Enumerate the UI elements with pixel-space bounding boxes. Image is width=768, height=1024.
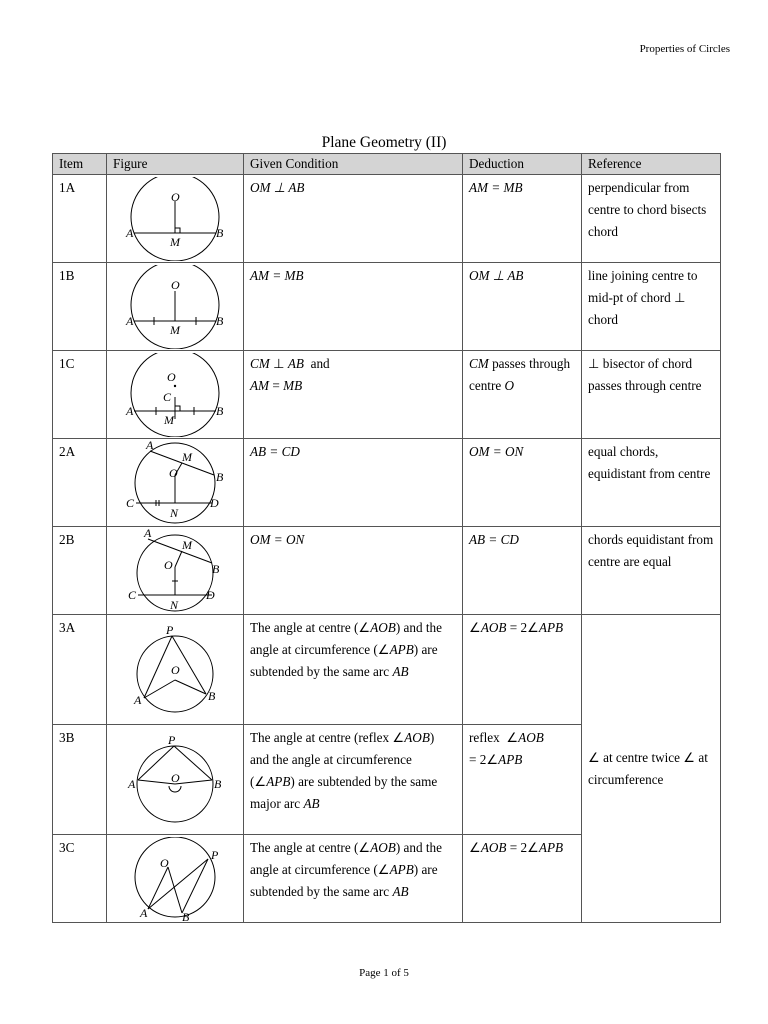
geometry-table bbox=[52, 153, 721, 923]
label-o: O bbox=[171, 189, 180, 204]
label-o: O bbox=[164, 557, 173, 572]
reference-cell: line joining centre to mid-pt of chord ⊥ chord bbox=[582, 263, 721, 351]
label-a: A bbox=[140, 905, 148, 920]
deduction-cell: CM passes through centre O bbox=[463, 351, 582, 439]
page-footer: Page 1 of 5 bbox=[359, 967, 409, 979]
table-row bbox=[53, 615, 721, 725]
reference-cell: ∠ at centre twice ∠ at circumference bbox=[582, 615, 721, 923]
item-cell: 2A bbox=[53, 439, 107, 527]
label-m: M bbox=[164, 412, 174, 427]
given-cell: OM = ON bbox=[244, 527, 463, 615]
label-b: B bbox=[182, 909, 190, 921]
item-cell: 3A bbox=[53, 615, 107, 725]
label-m: M bbox=[170, 322, 180, 337]
given-cell: The angle at centre (reflex ∠AOB) and the angle at circumference (∠APB) are subtended by the same major arc AB bbox=[244, 725, 463, 835]
label-a: A bbox=[126, 403, 134, 418]
running-header: Properties of Circles bbox=[639, 43, 730, 55]
label-p: P bbox=[166, 622, 174, 637]
label-a: A bbox=[126, 313, 134, 328]
label-b: B bbox=[216, 403, 224, 418]
label-a: A bbox=[126, 225, 134, 240]
label-p: P bbox=[211, 847, 219, 862]
column-header: Item bbox=[53, 154, 107, 175]
given-cell: The angle at centre (∠AOB) and the angle at circumference (∠APB) are subtended by the same arc AB bbox=[244, 835, 463, 923]
figure-cell bbox=[107, 615, 244, 725]
label-b: B bbox=[216, 469, 224, 484]
figure-cell bbox=[107, 439, 244, 527]
figure-cell bbox=[107, 835, 244, 923]
figure-cell bbox=[107, 725, 244, 835]
item-cell: 1B bbox=[53, 263, 107, 351]
label-o: O bbox=[171, 770, 180, 785]
table-header-row bbox=[53, 154, 721, 175]
given-cell: CM ⊥ AB and AM = MB bbox=[244, 351, 463, 439]
item-cell: 3C bbox=[53, 835, 107, 923]
deduction-cell: reflex ∠AOB = 2∠APB bbox=[463, 725, 582, 835]
figure-3b bbox=[120, 732, 230, 828]
reference-cell: chords equidistant from centre are equal bbox=[582, 527, 721, 615]
column-header: Deduction bbox=[463, 154, 582, 175]
given-cell: OM ⊥ AB bbox=[244, 175, 463, 263]
label-o: O bbox=[171, 662, 180, 677]
given-cell: AB = CD bbox=[244, 439, 463, 527]
label-o: O bbox=[160, 855, 169, 870]
table-row bbox=[53, 527, 721, 615]
deduction-cell: OM ⊥ AB bbox=[463, 263, 582, 351]
label-a: A bbox=[134, 692, 142, 707]
figure-3c bbox=[120, 837, 230, 921]
label-o: O bbox=[169, 465, 178, 480]
reference-cell: perpendicular from centre to chord bisects chord bbox=[582, 175, 721, 263]
deduction-cell: ∠AOB = 2∠APB bbox=[463, 615, 582, 725]
given-cell: AM = MB bbox=[244, 263, 463, 351]
item-cell: 1C bbox=[53, 351, 107, 439]
item-cell: 2B bbox=[53, 527, 107, 615]
deduction-cell: AM = MB bbox=[463, 175, 582, 263]
figure-cell bbox=[107, 175, 244, 263]
label-m: M bbox=[182, 537, 192, 552]
label-b: B bbox=[216, 225, 224, 240]
label-o: O bbox=[171, 277, 180, 292]
label-c: C bbox=[128, 587, 137, 602]
item-cell: 1A bbox=[53, 175, 107, 263]
label-b: B bbox=[208, 688, 216, 703]
label-p: P bbox=[168, 732, 176, 747]
figure-1a bbox=[120, 177, 230, 261]
label-d: D bbox=[206, 587, 215, 602]
column-header: Figure bbox=[107, 154, 244, 175]
label-n: N bbox=[170, 597, 179, 612]
label-b: B bbox=[212, 561, 220, 576]
figure-2a bbox=[120, 441, 230, 525]
label-o: O bbox=[167, 369, 176, 384]
column-header: Reference bbox=[582, 154, 721, 175]
label-m: M bbox=[182, 449, 192, 464]
figure-1c bbox=[120, 353, 230, 437]
page-title: Plane Geometry (II) bbox=[321, 134, 447, 151]
table-row bbox=[53, 351, 721, 439]
label-b: B bbox=[216, 313, 224, 328]
label-c: C bbox=[163, 389, 172, 404]
deduction-cell: ∠AOB = 2∠APB bbox=[463, 835, 582, 923]
deduction-cell: AB = CD bbox=[463, 527, 582, 615]
figure-cell bbox=[107, 263, 244, 351]
figure-1b bbox=[120, 265, 230, 349]
figure-3a bbox=[120, 622, 230, 718]
table-row bbox=[53, 439, 721, 527]
deduction-cell: OM = ON bbox=[463, 439, 582, 527]
label-n: N bbox=[170, 505, 179, 520]
given-cell: The angle at centre (∠AOB) and the angle at circumference (∠APB) are subtended by the same arc AB bbox=[244, 615, 463, 725]
column-header: Given Condition bbox=[244, 154, 463, 175]
label-d: D bbox=[210, 495, 219, 510]
reference-cell: equal chords, equidistant from centre bbox=[582, 439, 721, 527]
table-row bbox=[53, 263, 721, 351]
figure-2b bbox=[120, 529, 230, 613]
item-cell: 3B bbox=[53, 725, 107, 835]
label-m: M bbox=[170, 234, 180, 249]
figure-cell bbox=[107, 527, 244, 615]
label-b: B bbox=[214, 776, 222, 791]
label-a: A bbox=[146, 440, 154, 452]
label-a: A bbox=[128, 776, 136, 791]
label-c: C bbox=[126, 495, 135, 510]
table-row bbox=[53, 175, 721, 263]
figure-cell bbox=[107, 351, 244, 439]
label-a: A bbox=[144, 528, 152, 540]
reference-cell: ⊥ bisector of chord passes through centre bbox=[582, 351, 721, 439]
